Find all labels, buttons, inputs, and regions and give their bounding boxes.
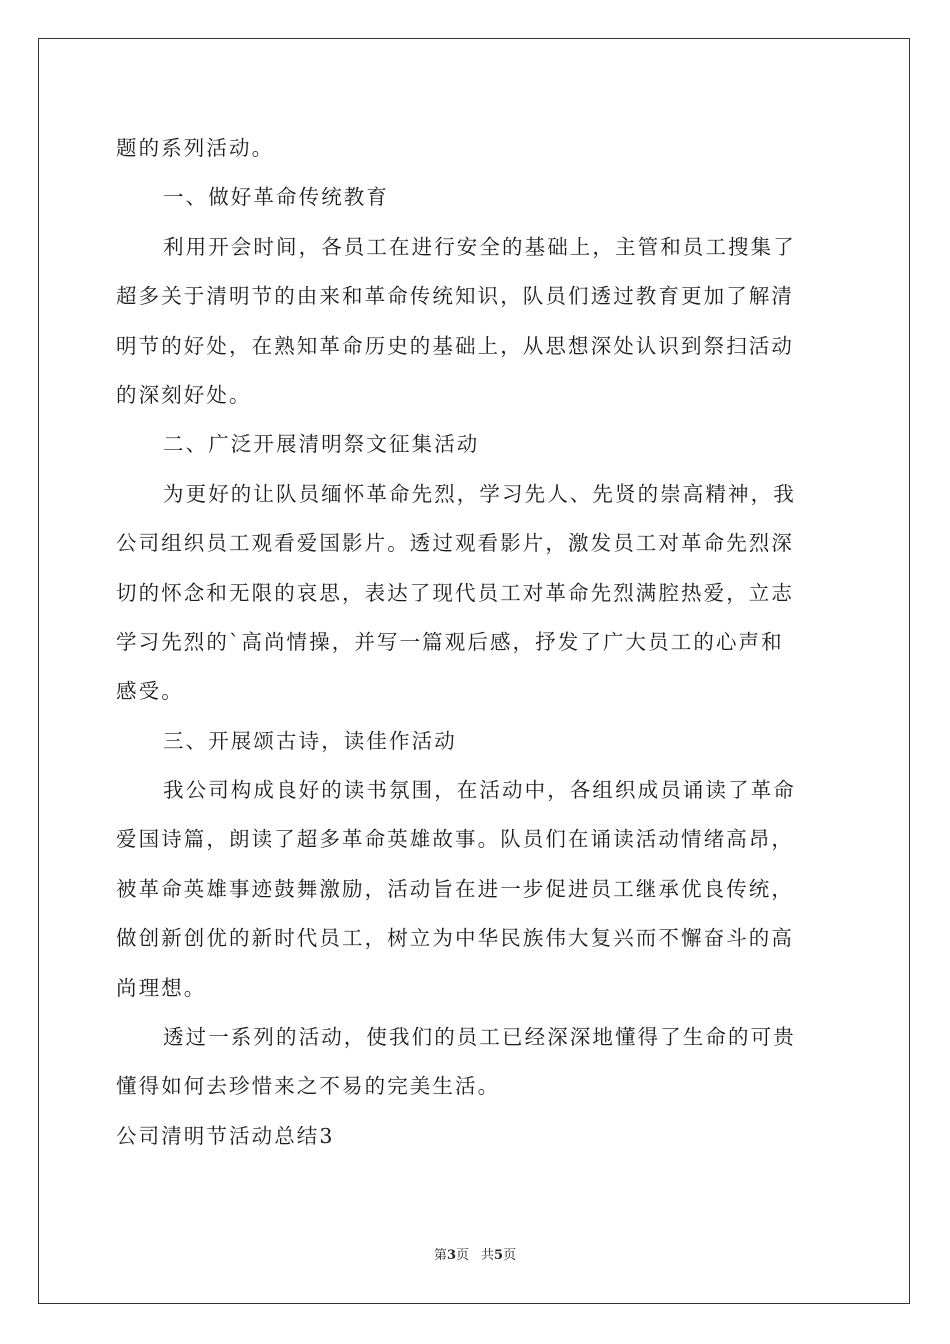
text-line: 感受。 bbox=[116, 679, 184, 704]
text-line: 爱国诗篇，朗读了超多革命英雄故事。队员们在诵读活动情绪高昂， bbox=[116, 827, 794, 852]
total-prefix: 共 bbox=[481, 1248, 495, 1263]
text-line: 超多关于清明节的由来和革命传统知识，队员们透过教育更加了解清 bbox=[116, 284, 794, 309]
text-line: 三、开展颂古诗，读佳作活动 bbox=[163, 728, 457, 753]
document-body bbox=[116, 124, 836, 1161]
page-prefix: 第 bbox=[433, 1248, 447, 1263]
text-line: 题的系列活动。 bbox=[116, 136, 275, 160]
text-line: 公司清明节活动总结3 bbox=[116, 1123, 335, 1148]
text-line: 我公司构成良好的读书氛围，在活动中，各组织成员诵读了革命 bbox=[163, 778, 796, 803]
text-line: 被革命英雄事迹鼓舞激励，活动旨在进一步促进员工继承优良传统， bbox=[116, 876, 794, 901]
text-line: 公司组织员工观看爱国影片。透过观看影片，激发员工对革命先烈深 bbox=[116, 531, 794, 556]
text-line: 二、广泛开展清明祭文征集活动 bbox=[163, 432, 480, 457]
text-line: 懂得如何去珍惜来之不易的完美生活。 bbox=[116, 1074, 501, 1099]
text-line: 利用开会时间，各员工在进行安全的基础上，主管和员工搜集了 bbox=[163, 234, 796, 259]
text-line: 做创新创优的新时代员工，树立为中华民族伟大复兴而不懈奋斗的高 bbox=[116, 926, 794, 951]
page-suffix: 页 bbox=[455, 1248, 469, 1263]
text-line: 为更好的让队员缅怀革命先烈，学习先人、先贤的崇高精神，我 bbox=[163, 481, 796, 506]
text-line: 尚理想。 bbox=[116, 975, 207, 1000]
text-line: 的深刻好处。 bbox=[116, 382, 252, 407]
page-number: 3 bbox=[446, 1248, 456, 1263]
text-line: 透过一系列的活动，使我们的员工已经深深地懂得了生命的可贵 bbox=[163, 1025, 796, 1050]
text-line: 一、做好革命传统教育 bbox=[163, 185, 389, 210]
text-line: 学习先烈的`高尚情操，并写一篇观后感，抒发了广大员工的心声和 bbox=[116, 629, 784, 654]
text-line: 明节的好处，在熟知革命历史的基础上，从思想深处认识到祭扫活动 bbox=[116, 333, 794, 358]
total-pages: 5 bbox=[494, 1248, 504, 1263]
text-line: 切的怀念和无限的哀思，表达了现代员工对革命先烈满腔热爱，立志 bbox=[116, 580, 794, 605]
page-footer bbox=[0, 1248, 950, 1264]
total-suffix: 页 bbox=[503, 1248, 517, 1263]
